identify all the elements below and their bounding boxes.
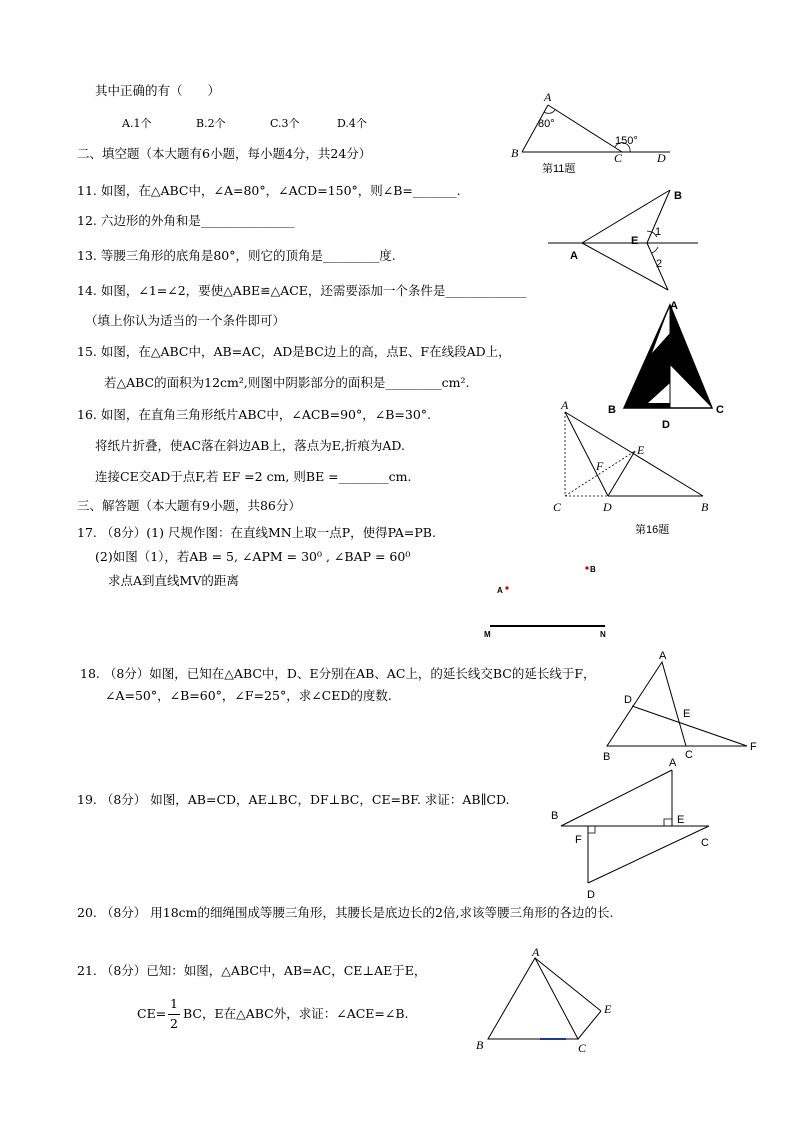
option-a: A.1个 [122,117,152,130]
f17-label-a: A [497,586,503,595]
f19-label-f: F [575,834,582,846]
f14-label-b: B [674,190,682,202]
f17-label-m: M [484,630,491,639]
figure-19 [545,755,725,900]
f14-label-a: A [570,250,578,262]
option-c: C.3个 [270,117,300,130]
f21-label-c: C [578,1041,587,1055]
f21-label-e: E [604,1002,612,1016]
question-20: 20. （8分） 用18cm的细绳围成等腰三角形，其腰长是底边长的2倍,求该等腰三角形的各边的长. [77,905,614,920]
f16-label-b: B [701,500,709,514]
f19-label-b: B [551,810,559,822]
option-b: B.2个 [196,117,226,130]
f21-label-b: B [476,1038,484,1052]
f15-label-b: B [608,404,616,416]
f17-label-n: N [600,630,606,639]
question-14-line2: （填上你认为适当的一个条件即可） [85,313,286,328]
fraction-denominator: 2 [170,1016,178,1031]
f19-label-a: A [669,757,677,769]
f16-label-a: A [561,398,569,412]
f16-label-c: C [553,500,562,514]
figure-11 [500,90,680,175]
question-21-line1: 21. （8分）已知：如图，△ABC中，AB=AC，CE⊥AE于E， [77,963,427,978]
question-11: 11. 如图，在△ABC中，∠A=80°，∠ACD=150°，则∠B=_______. [77,183,461,198]
f14-label-1: 1 [655,226,662,238]
question-18-line1: 18. （8分）如图，已知在△ABC中，D、E分别在AB、AC上，的延长线交BC的延长线于F， [80,666,596,681]
question-16-line3: 连接CE交AD于点F,若 EF =2 cm, 则BE =________cm. [95,469,412,484]
f11-angle-c: 150° [615,135,638,147]
f18-label-b: B [603,751,611,763]
section-3-title: 三、解答题（本大题有9小题，共86分） [77,498,301,513]
question-12: 12. 六边形的外角和是_______________ [77,213,295,228]
f18-label-a: A [659,650,667,662]
f11-label-c: C [614,151,623,165]
question-15-line1: 15. 如图，在△ABC中，AB=AC，AD是BC边上的高，点E、F在线段AD上， [77,344,511,359]
f16-caption: 第16题 [635,524,670,536]
f15-label-d: D [662,419,670,431]
f15-label-e: E [670,340,678,352]
f18-label-f: F [750,741,757,753]
question-14-line1: 14. 如图，∠1=∠2，要使△ABE≌△ACE，还需要添加一个条件是_____________ [77,283,527,298]
question-15-line2: 若△ABC的面积为12cm²,则图中阴影部分的面积是_________cm². [104,375,470,390]
figure-14 [540,185,710,300]
f21-label-a: A [532,945,540,959]
f15-label-f: F [655,378,662,390]
question-19: 19. （8分） 如图，AB=CD，AE⊥BC，DF⊥BC，CE=BF. 求证：AB∥CD. [77,792,510,807]
figure-18 [595,645,770,765]
figure-16 [545,395,735,545]
question-21-ce: CE= [137,1006,167,1021]
f15-label-a: A [670,300,678,312]
f19-label-d: D [587,889,595,901]
f18-label-e: E [683,708,691,720]
f11-label-d: D [657,151,666,165]
f11-angle-a: 80° [538,118,555,130]
f19-label-e: E [677,814,685,826]
option-d: D.4个 [337,117,367,130]
f16-label-e: E [637,443,645,457]
fraction-numerator: 1 [170,996,178,1011]
f19-label-c: C [701,837,709,849]
f11-caption: 第11题 [542,163,576,175]
question-13: 13. 等腰三角形的底角是80°，则它的顶角是_________度. [77,248,396,263]
fraction-bar [168,1014,180,1015]
f15-label-c: C [716,404,724,416]
f14-label-2: 2 [656,258,663,270]
section-2-title: 二、填空题（本大题有6小题，每小题4分，共24分） [77,146,372,161]
question-16-line2: 将纸片折叠，使AC落在斜边AB上，落点为E,折痕为AD. [95,438,405,453]
f18-label-c: C [685,749,693,761]
f16-label-f: F [596,459,604,473]
f11-label-b: B [511,146,519,160]
f18-label-d: D [624,694,632,706]
question-16-line1: 16. 如图，在直角三角形纸片ABC中，∠ACB=90°，∠B=30°. [77,407,432,422]
figure-21 [470,945,625,1060]
question-18-line2: ∠A=50°，∠B=60°，∠F=25°，求∠CED的度数. [105,688,392,703]
figure-17 [480,560,620,640]
f11-label-a: A [544,90,552,104]
question-17-line2: (2)如图（1），若AB = 5, ∠APM = 30⁰ , ∠BAP = 60⁰ [95,549,411,564]
question-10-tail: 其中正确的有（ ） [95,83,221,98]
f16-label-d: D [603,500,612,514]
f17-label-b: B [590,565,596,574]
f14-label-e: E [631,235,639,247]
question-21-rest: BC，E在△ABC外，求证：∠ACE=∠B. [183,1006,409,1021]
question-17-line3: 求点A到直线MV的距离 [108,573,239,588]
question-17-line1: 17. （8分）(1) 尺规作图：在直线MN上取一点P，使得PA=PB. [77,525,436,540]
